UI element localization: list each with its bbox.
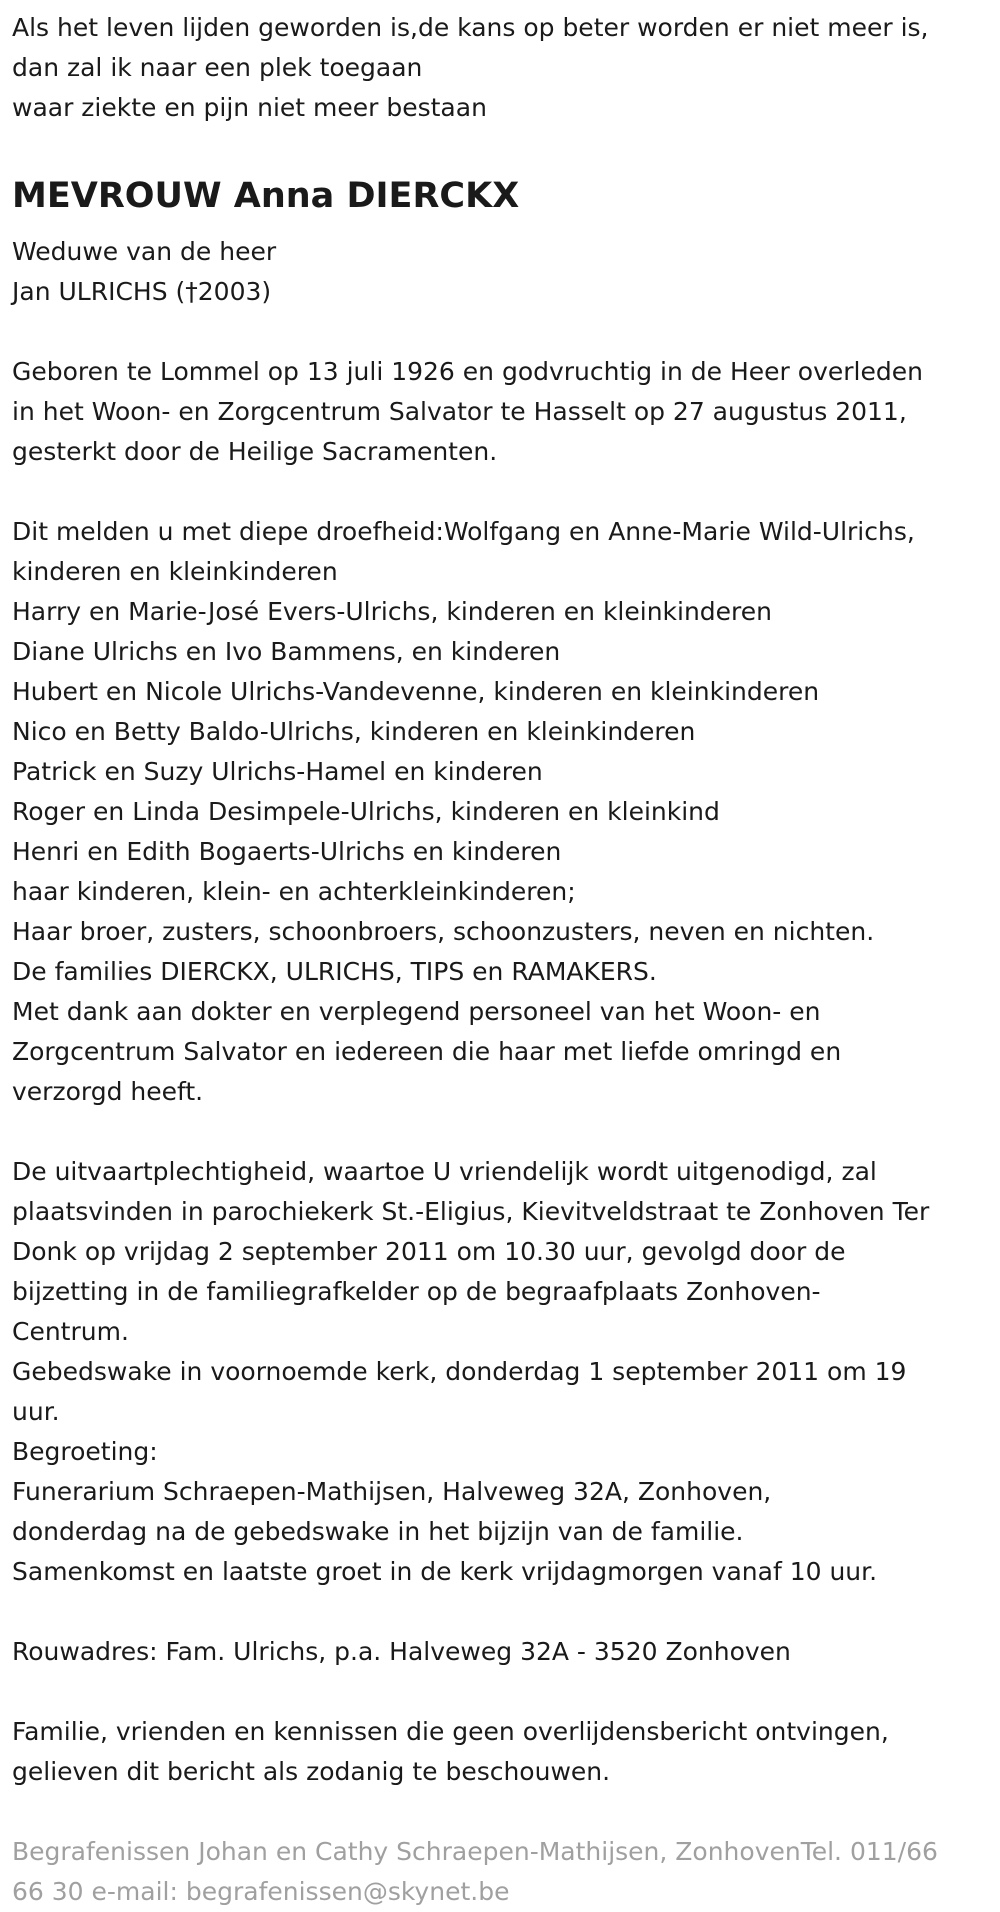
text-line: donderdag na de gebedswake in het bijzijn van de familie. (12, 1517, 744, 1546)
mourning-address: Rouwadres: Fam. Ulrichs, p.a. Halveweg 32A - 3520 Zonhoven (12, 1637, 791, 1666)
text-line: in het Woon- en Zorgcentrum Salvator te Hasselt op 27 augustus 2011, (12, 397, 907, 426)
text-line: Hubert en Nicole Ulrichs-Vandevenne, kinderen en kleinkinderen (12, 677, 820, 706)
ceremony-paragraph (12, 1152, 988, 1592)
text-line: Gebedswake in voornoemde kerk, donderdag 1 september 2011 om 19 (12, 1357, 907, 1386)
funeral-home-footer (12, 1832, 988, 1912)
text-line: Begroeting: (12, 1437, 158, 1466)
text-line: Geboren te Lommel op 13 juli 1926 en godvruchtig in de Heer overleden (12, 357, 923, 386)
text-line: Funerarium Schraepen-Mathijsen, Halveweg 32A, Zonhoven, (12, 1477, 772, 1506)
deceased-name: MEVROUW Anna DIERCKX (12, 176, 520, 216)
text-line: Centrum. (12, 1317, 129, 1346)
footer-line: Begrafenissen Johan en Cathy Schraepen-Mathijsen, ZonhovenTel. 011/66 (12, 1837, 938, 1866)
text-line: Haar broer, zusters, schoonbroers, schoonzusters, neven en nichten. (12, 917, 875, 946)
text-line: De families DIERCKX, ULRICHS, TIPS en RAMAKERS. (12, 957, 657, 986)
text-line: Samenkomst en laatste groet in de kerk vrijdagmorgen vanaf 10 uur. (12, 1557, 878, 1586)
family-paragraph (12, 512, 988, 1112)
birth-death-paragraph (12, 352, 988, 472)
deceased-relation: Weduwe van de heer (12, 237, 277, 266)
text-line: Nico en Betty Baldo-Ulrichs, kinderen en kleinkinderen (12, 717, 696, 746)
text-line: haar kinderen, klein- en achterkleinkinderen; (12, 877, 576, 906)
text-line: Dit melden u met diepe droefheid:Wolfgang en Anne-Marie Wild-Ulrichs, (12, 517, 915, 546)
poem-line: dan zal ik naar een plek toegaan (12, 53, 423, 82)
text-line: gelieven dit bericht als zodanig te beschouwen. (12, 1757, 611, 1786)
text-line: Harry en Marie-José Evers-Ulrichs, kinderen en kleinkinderen (12, 597, 773, 626)
text-line: Zorgcentrum Salvator en iedereen die haar met liefde omringd en (12, 1037, 842, 1066)
text-line: plaatsvinden in parochiekerk St.-Eligius, Kievitveldstraat te Zonhoven Ter (12, 1197, 930, 1226)
deceased-spouse: Jan ULRICHS (†2003) (12, 277, 272, 306)
text-line: Henri en Edith Bogaerts-Ulrichs en kinderen (12, 837, 562, 866)
text-line: Familie, vrienden en kennissen die geen overlijdensbericht ontvingen, (12, 1717, 889, 1746)
text-line: verzorgd heeft. (12, 1077, 204, 1106)
text-line: gesterkt door de Heilige Sacramenten. (12, 437, 498, 466)
text-line: De uitvaartplechtigheid, waartoe U vriendelijk wordt uitgenodigd, zal (12, 1157, 877, 1186)
notice-paragraph (12, 1712, 988, 1792)
text-line: Met dank aan dokter en verplegend personeel van het Woon- en (12, 997, 821, 1026)
text-line: Diane Ulrichs en Ivo Bammens, en kinderen (12, 637, 561, 666)
text-line: Patrick en Suzy Ulrichs-Hamel en kinderen (12, 757, 543, 786)
text-line: uur. (12, 1397, 60, 1426)
text-line: Roger en Linda Desimpele-Ulrichs, kinderen en kleinkind (12, 797, 720, 826)
text-line: kinderen en kleinkinderen (12, 557, 338, 586)
footer-line: 66 30 e-mail: begrafenissen@skynet.be (12, 1877, 510, 1906)
text-line: bijzetting in de familiegrafkelder op de begraafplaats Zonhoven- (12, 1277, 821, 1306)
poem (12, 8, 988, 128)
poem-line: waar ziekte en pijn niet meer bestaan (12, 93, 487, 122)
text-line: Donk op vrijdag 2 september 2011 om 10.30 uur, gevolgd door de (12, 1237, 846, 1266)
poem-line: Als het leven lijden geworden is,de kans op beter worden er niet meer is, (12, 13, 929, 42)
